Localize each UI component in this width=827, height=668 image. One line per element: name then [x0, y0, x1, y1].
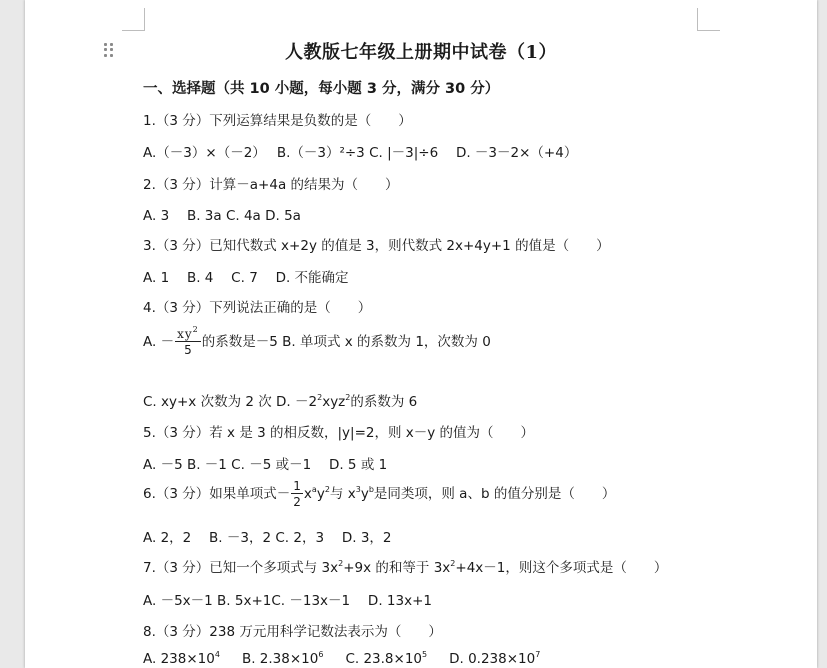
question-5-options: A. －5 B. －1 C. －5 或－1 D. 5 或 1: [143, 457, 388, 473]
question-1-options: A.（－3）×（－2） B.（－3）²÷3 C. |－3|÷6 D. －3－2×（+4）: [143, 145, 578, 161]
option-b: B. 2.38×10: [241, 651, 319, 667]
question-1-stem: [143, 109, 412, 129]
question-text: （3 分）若 x 是 3 的相反数，|y|=2，则 x－y 的值为（ ）: [155, 425, 535, 441]
question-text: （3 分）下列运算结果是负数的是（ ）: [155, 113, 412, 129]
fraction: [291, 480, 303, 508]
question-text: +4x－1，则这个多项式是（ ）: [455, 560, 668, 576]
margin-corner-top-left: [122, 8, 145, 31]
question-4-options-cd: [143, 390, 417, 410]
question-8-stem: [143, 620, 442, 640]
question-text: （3 分）238 万元用科学记数法表示为（ ）: [155, 624, 442, 640]
exponent: 5: [422, 650, 428, 659]
question-text: （3 分）计算－a+4a 的结果为（ ）: [155, 177, 399, 193]
question-number: 5.: [143, 425, 156, 441]
exponent: 2: [338, 559, 344, 568]
frac-numerator: xy: [177, 327, 193, 341]
question-8-options: [143, 651, 540, 667]
question-text: 与: [329, 486, 348, 502]
question-text: 是同类项，则 a、b 的值分别是（ ）: [373, 486, 616, 502]
question-number: 1.: [143, 113, 156, 129]
term: y: [316, 486, 325, 502]
question-text: +9x 的和等于 3x: [343, 560, 451, 576]
option-c: C. 23.8×10: [345, 651, 422, 667]
question-number: 3.: [143, 238, 156, 254]
frac-denominator: 5: [184, 343, 192, 357]
question-6-stem: [143, 480, 615, 508]
question-4-options-ab: [143, 325, 491, 357]
exponent: b: [368, 485, 374, 494]
section-heading: 一、选择题（共 10 小题，每小题 3 分，满分 30 分）: [143, 81, 500, 97]
question-4-stem: [143, 296, 371, 316]
term: x: [347, 486, 356, 502]
question-number: 4.: [143, 300, 156, 316]
question-3-options: A. 1 B. 4 C. 7 D. 不能确定: [143, 270, 349, 286]
question-2-stem: [143, 173, 399, 193]
option-text: 的系数为 6: [350, 394, 418, 410]
question-number: 2.: [143, 177, 156, 193]
option-text: C. xy+x 次数为 2 次 D. －2: [143, 394, 318, 410]
question-text: （3 分）已知一个多项式与 3x: [155, 560, 339, 576]
document-title: 人教版七年级上册期中试卷（1）: [284, 42, 558, 63]
question-2-options: A. 3 B. 3a C. 4a D. 5a: [143, 208, 301, 224]
question-text: （3 分）下列说法正确的是（ ）: [155, 300, 372, 316]
option-d: D. 0.238×10: [449, 651, 536, 667]
question-text: （3 分）已知代数式 x+2y 的值是 3，则代数式 2x+4y+1 的值是（ ）: [155, 238, 610, 254]
exponent: 7: [535, 650, 541, 659]
exponent: 2: [450, 559, 456, 568]
option-a-label: A. －: [143, 334, 175, 350]
fraction: [175, 325, 201, 357]
question-6-options: A. 2，2 B. －3，2 C. 2，3 D. 3，2: [143, 530, 392, 546]
margin-corner-top-right: [697, 8, 720, 31]
question-7-stem: [143, 556, 667, 576]
frac-denominator: 2: [293, 495, 301, 509]
exponent: 4: [214, 650, 220, 659]
option-text: 的系数是－5 B. 单项式 x 的系数为 1，次数为 0: [201, 334, 491, 350]
question-number: 8.: [143, 624, 156, 640]
document-page: [25, 0, 817, 668]
question-5-stem: [143, 421, 534, 441]
exponent: 2: [317, 393, 323, 402]
term: y: [360, 486, 369, 502]
question-number: 7.: [143, 560, 156, 576]
question-3-stem: [143, 234, 610, 254]
exponent: 2: [192, 325, 199, 334]
question-7-options: A. －5x－1 B. 5x+1C. －13x－1 D. 13x+1: [143, 593, 432, 609]
term: x: [303, 486, 312, 502]
question-text: （3 分）如果单项式－: [155, 486, 291, 502]
question-number: 6.: [143, 486, 156, 502]
exponent: a: [311, 485, 317, 494]
frac-numerator: 1: [293, 479, 301, 493]
exponent: 6: [318, 650, 324, 659]
exponent: 3: [355, 485, 361, 494]
option-a: A. 238×10: [143, 651, 215, 667]
exponent: 2: [324, 485, 330, 494]
option-text: xyz: [322, 394, 346, 410]
exponent: 2: [345, 393, 351, 402]
